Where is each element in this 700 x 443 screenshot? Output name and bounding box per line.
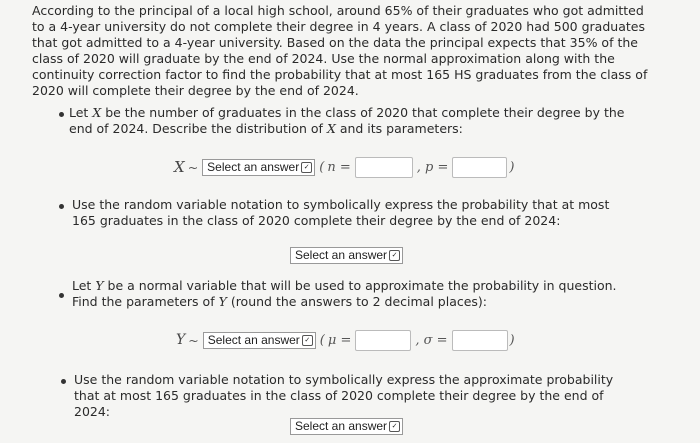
n-label: n = [327, 159, 351, 175]
distribution-x-select[interactable]: Select an answer ✓ [202, 159, 315, 176]
tilde-symbol: ~ [188, 332, 199, 348]
question-3-text: Let Y be a normal variable that will be used to approximate the probability in question. Find the parameters of Y (round the answers to 2 decimal places): [72, 278, 617, 309]
lhs-y: Y [176, 332, 186, 348]
chevron-down-icon: ✓ [389, 421, 400, 432]
question-2-row [290, 244, 403, 266]
question-1-text: Let X be the number of graduates in the class of 2020 that complete their degree by the end of 2024. Describe the distribution of X and its parameters: [69, 105, 625, 136]
sigma-label: , σ = [415, 332, 448, 348]
chevron-down-icon: ✓ [389, 250, 400, 261]
variable-y: Y [218, 294, 227, 309]
sigma-input[interactable] [452, 330, 508, 351]
probability-y-select[interactable]: Select an answer ✓ [290, 418, 403, 435]
bullet-dot [59, 112, 64, 117]
bullet-dot [59, 204, 64, 209]
p-label: , p = [416, 159, 449, 175]
variable-x: X [326, 121, 336, 136]
chevron-down-icon: ✓ [301, 162, 312, 173]
variable-y: Y [95, 278, 104, 293]
distribution-x-row: X ~ Select an answer ✓ ( n = , p = ) [174, 158, 515, 176]
p-input[interactable] [452, 157, 507, 178]
distribution-y-row: Y ~ Select an answer ✓ ( μ = , σ = ) [176, 329, 515, 351]
question-4-row [290, 415, 403, 437]
tilde-symbol: ~ [187, 159, 199, 175]
question-2-text: Use the random variable notation to symbolically express the probability that at most 165 graduates in the class of 2020 complete their degree by the end of 2024: [72, 197, 610, 228]
question-4-text: Use the random variable notation to symbolically express the approximate probability that at most 165 graduates in the class of 2020 complete their degree by the end of 2024: [74, 372, 614, 419]
lhs-x: X [174, 158, 185, 176]
problem-statement: According to the principal of a local high school, around 65% of their graduates who got admitted to a 4-year university do not complete their degree in 4 years. A class of 2020 had 500 graduates that got admitted to a 4-year university. Based on the data the principal expects that 35% of the class of 2020 will graduate by the end of 2024. Use the normal approximation along with the continuity correction factor to find the probability that at most 165 HS graduates from the class of 2020 will complete their degree by the end of 2024. [32, 3, 648, 98]
probability-x-select[interactable]: Select an answer ✓ [290, 247, 403, 264]
distribution-y-select[interactable]: Select an answer ✓ [203, 332, 316, 349]
chevron-down-icon: ✓ [302, 335, 313, 346]
mu-input[interactable] [355, 330, 411, 351]
bullet-dot [59, 293, 64, 298]
bullet-dot [61, 379, 66, 384]
n-input[interactable] [355, 157, 413, 178]
mu-label: μ = [327, 332, 352, 348]
variable-x: X [92, 105, 102, 120]
